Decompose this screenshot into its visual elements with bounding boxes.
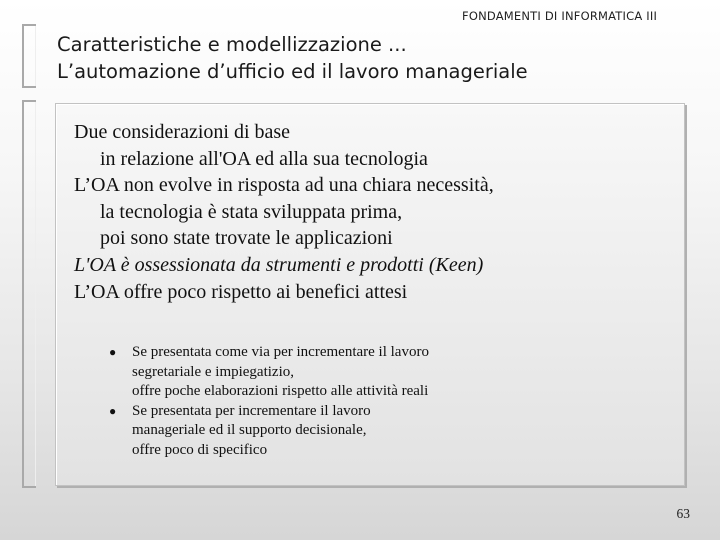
bullet-dot-icon: ● bbox=[109, 345, 117, 359]
course-header: FONDAMENTI DI INFORMATICA III bbox=[462, 9, 658, 23]
sub-bullet-list bbox=[104, 343, 664, 461]
sub-bullet-line: offre poco di specifico bbox=[132, 441, 268, 458]
body-line: L’OA non evolve in risposta ad una chiara necessità, bbox=[74, 174, 494, 197]
body-line-italic: L'OA è ossessionata da strumenti e prodotti (Keen) bbox=[74, 253, 484, 276]
slide-title-line-1: Caratteristiche e modellizzazione ... bbox=[57, 33, 407, 56]
body-line: in relazione all'OA ed alla sua tecnologia bbox=[100, 147, 428, 170]
sub-bullet-line: manageriale ed il supporto decisionale, bbox=[132, 422, 367, 439]
body-line: L’OA offre poco rispetto ai benefici attesi bbox=[74, 280, 408, 303]
slide-title-line-2: L’automazione d’ufficio ed il lavoro manageriale bbox=[57, 60, 528, 83]
sub-bullet-item bbox=[104, 402, 664, 461]
title-bracket-decoration bbox=[22, 24, 36, 88]
body-line: poi sono state trovate le applicazioni bbox=[100, 227, 393, 250]
sub-bullet-line: Se presentata come via per incrementare il lavoro bbox=[132, 344, 429, 360]
page-number: 63 bbox=[676, 506, 690, 521]
sub-bullet-line: offre poche elaborazioni rispetto alle attività reali bbox=[132, 383, 429, 400]
sub-bullet-line: segretariale e impiegatizio, bbox=[132, 363, 295, 380]
sub-bullet-item bbox=[104, 343, 664, 402]
sub-bullet-line: Se presentata per incrementare il lavoro bbox=[132, 402, 371, 419]
body-line: Due considerazioni di base bbox=[74, 121, 291, 143]
slide-title bbox=[57, 31, 697, 85]
slide-body bbox=[74, 119, 674, 305]
body-line: la tecnologia è stata sviluppata prima, bbox=[100, 200, 403, 223]
body-bracket-decoration bbox=[22, 100, 36, 488]
bullet-dot-icon: ● bbox=[109, 403, 117, 418]
